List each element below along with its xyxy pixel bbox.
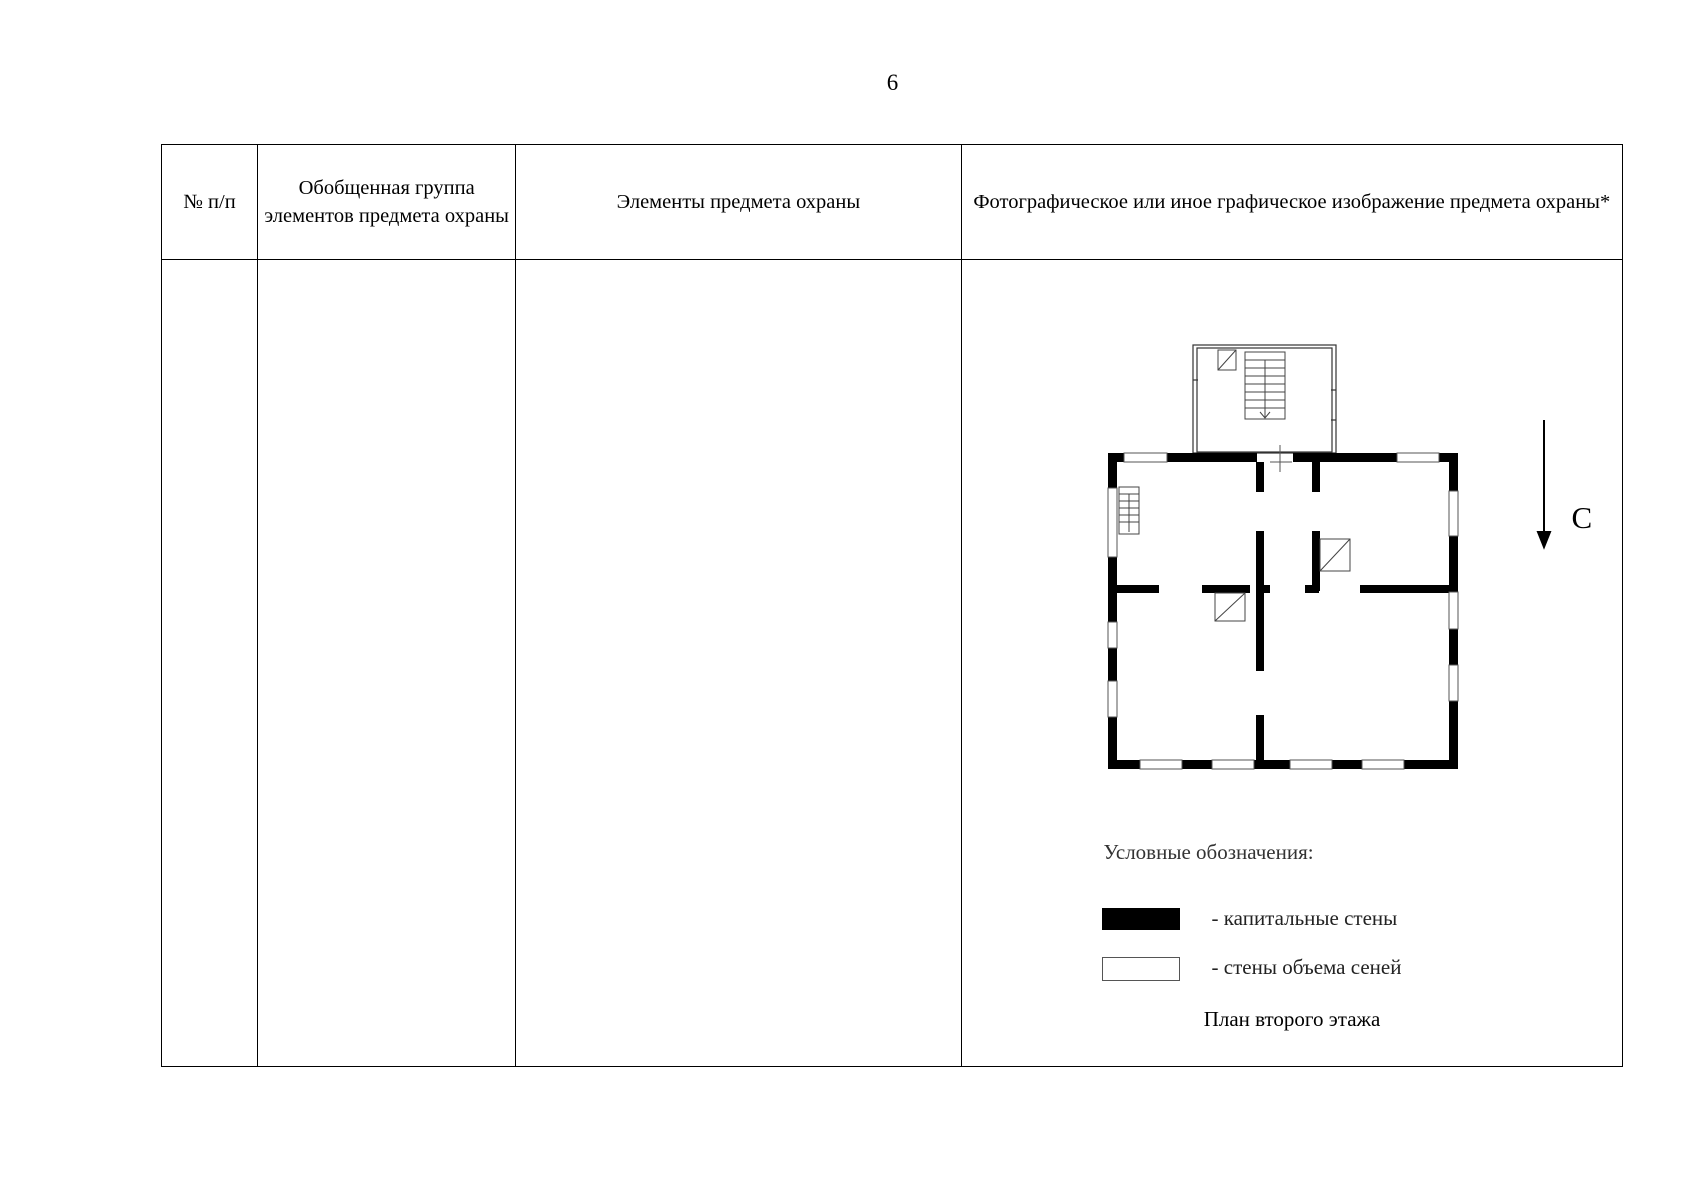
compass-label: С <box>1571 500 1593 535</box>
figure-caption: План второго этажа <box>1203 1007 1381 1031</box>
black-swatch-icon <box>1102 908 1180 930</box>
header-elements: Элементы предмета охраны <box>516 145 961 260</box>
page-number: 6 <box>886 70 899 95</box>
capital-walls <box>1108 453 1458 769</box>
north-arrow-icon <box>1538 420 1550 547</box>
table-row <box>162 260 1623 1067</box>
header-image: Фотографическое или иное графическое изображение предмета охраны* <box>961 145 1622 260</box>
second-floor-plan-drawing <box>962 260 1623 1065</box>
legend-text: - стены объема сеней <box>1211 955 1402 979</box>
header-number: № п/п <box>162 145 258 260</box>
table-header-row <box>162 145 1623 260</box>
cell-number <box>162 260 258 1067</box>
protection-subject-table <box>161 144 1623 1067</box>
window-openings <box>1108 445 1458 769</box>
porch-stair-icon <box>1218 350 1285 419</box>
legend-text: - капитальные стены <box>1211 906 1398 930</box>
cell-image <box>961 260 1622 1067</box>
cell-element-group <box>258 260 516 1067</box>
header-element-group: Обобщенная группа элементов предмета охраны <box>258 145 516 260</box>
white-swatch-icon <box>1102 957 1180 981</box>
cell-elements <box>516 260 961 1067</box>
legend-title: Условные обозначения: <box>1103 840 1314 864</box>
